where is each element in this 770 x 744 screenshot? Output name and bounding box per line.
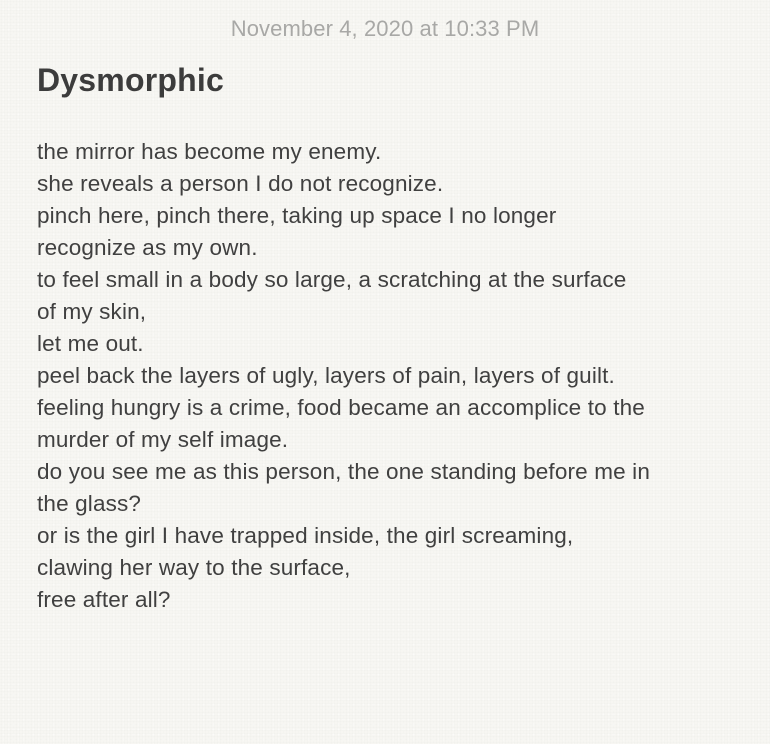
note-body[interactable] [37, 136, 747, 616]
note-body-line: pinch here, pinch there, taking up space I no longer [37, 203, 557, 228]
note-body-line: let me out. [37, 331, 144, 356]
note-body-line: the mirror has become my enemy. [37, 139, 382, 164]
note-title[interactable]: Dysmorphic [37, 62, 224, 98]
note-body-line: she reveals a person I do not recognize. [37, 171, 444, 196]
note-body-line: do you see me as this person, the one standing before me in [37, 459, 650, 484]
note-timestamp: November 4, 2020 at 10:33 PM [230, 16, 540, 41]
note-body-line: recognize as my own. [37, 235, 258, 260]
note-body-line: to feel small in a body so large, a scratching at the surface [37, 267, 627, 292]
note-body-line: of my skin, [37, 299, 147, 324]
note-body-line: feeling hungry is a crime, food became an accomplice to the [37, 395, 645, 420]
note-body-line: clawing her way to the surface, [37, 555, 351, 580]
note-body-line: free after all? [37, 587, 171, 612]
note-body-line: the glass? [37, 491, 142, 516]
note-body-line: murder of my self image. [37, 427, 289, 452]
note-body-line: peel back the layers of ugly, layers of pain, layers of guilt. [37, 363, 615, 388]
note-body-line: or is the girl I have trapped inside, the girl screaming, [37, 523, 574, 548]
